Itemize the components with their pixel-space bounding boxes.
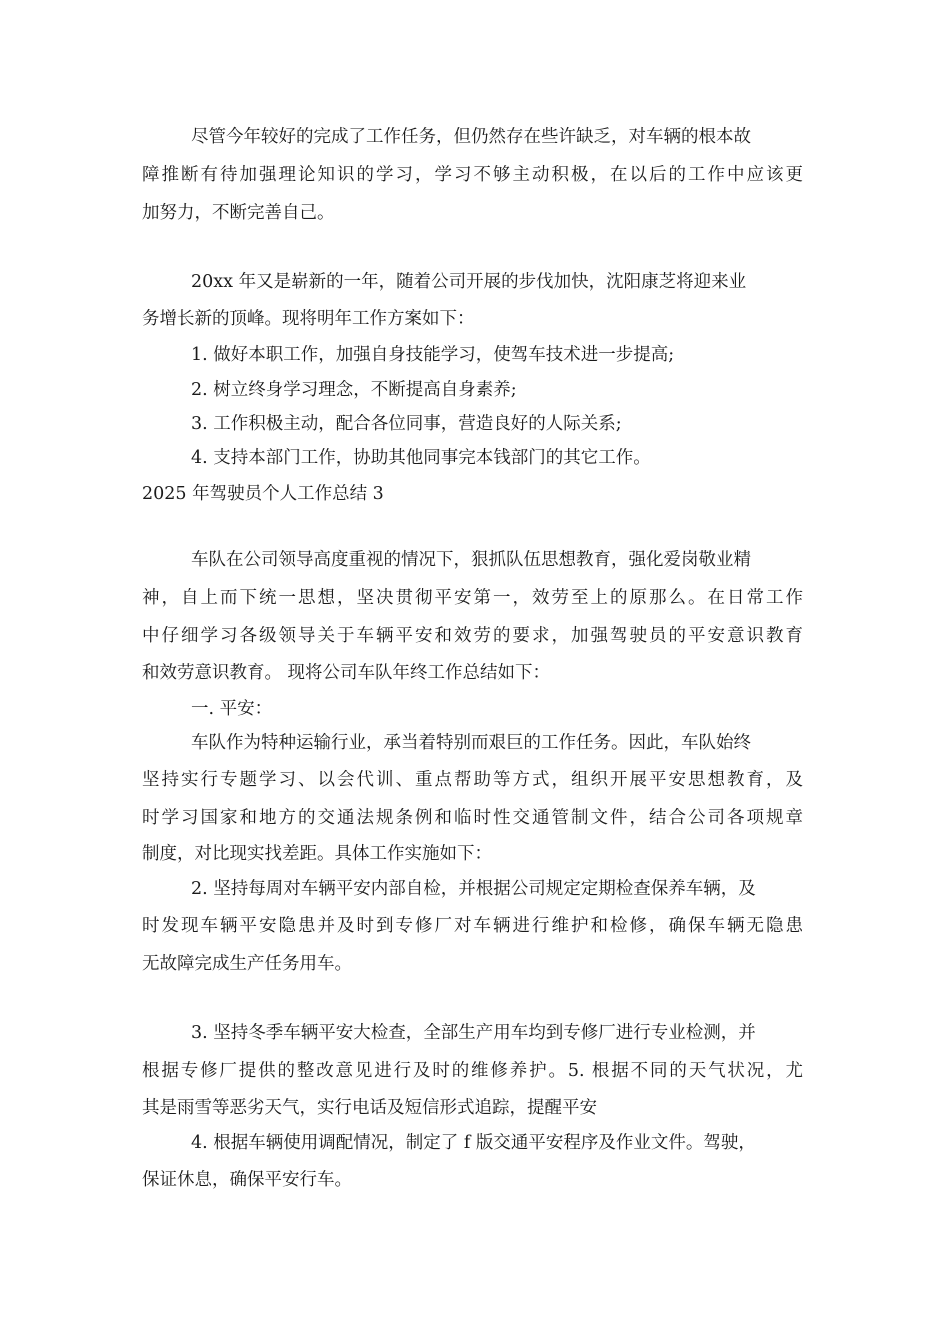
heading-safety: 一. 平安： bbox=[191, 699, 273, 719]
para4-line: 车队作为特种运输行业，承当着特别而艰巨的工作任务。因此，车队始终 bbox=[191, 733, 751, 753]
para4-line: 时学习国家和地方的交通法规条例和临时性交通管制文件，结合公司各项规章 bbox=[142, 808, 803, 828]
para4-line: 制度，对比现实找差距。具体工作实施如下： bbox=[142, 844, 492, 864]
para5-line: 时发现车辆平安隐患并及时到专修厂对车辆进行维护和检修，确保车辆无隐患 bbox=[142, 916, 803, 936]
para1-line: 障推断有待加强理论知识的学习，学习不够主动积极，在以后的工作中应该更 bbox=[142, 165, 803, 185]
para3-line: 神，自上而下统一思想，坚决贯彻平安第一，效劳至上的原那么。在日常工作 bbox=[142, 588, 803, 608]
section-title: 2025 年驾驶员个人工作总结 3 bbox=[142, 484, 384, 504]
para3-line: 车队在公司领导高度重视的情况下，狠抓队伍思想教育，强化爱岗敬业精 bbox=[191, 550, 751, 570]
para6-line: 3. 坚持冬季车辆平安大检查，全部生产用车均到专修厂进行专业检测，并 bbox=[191, 1023, 756, 1043]
para4-line: 坚持实行专题学习、以会代训、重点帮助等方式，组织开展平安思想教育，及 bbox=[142, 770, 803, 790]
plan-item: 1. 做好本职工作，加强自身技能学习，使驾车技术进一步提高; bbox=[191, 345, 675, 365]
para1-line: 加努力，不断完善自己。 bbox=[142, 203, 335, 223]
para7-line: 4. 根据车辆使用调配情况，制定了 f 版交通平安程序及作业文件。驾驶， bbox=[191, 1133, 756, 1153]
para6-line: 根据专修厂提供的整改意见进行及时的维修养护。5. 根据不同的天气状况，尤 bbox=[142, 1061, 803, 1081]
para3-line: 中仔细学习各级领导关于车辆平安和效劳的要求，加强驾驶员的平安意识教育 bbox=[142, 626, 803, 646]
plan-item: 3. 工作积极主动，配合各位同事，营造良好的人际关系; bbox=[191, 414, 622, 434]
plan-item: 4. 支持本部门工作，协助其他同事完本钱部门的其它工作。 bbox=[191, 448, 651, 468]
para2-line: 务增长新的顶峰。现将明年工作方案如下： bbox=[142, 309, 475, 329]
para6-line: 其是雨雪等恶劣天气，实行电话及短信形式追踪，提醒平安 bbox=[142, 1098, 597, 1118]
plan-item: 2. 树立终身学习理念，不断提高自身素养; bbox=[191, 380, 517, 400]
para5-line: 2. 坚持每周对车辆平安内部自检，并根据公司规定定期检查保养车辆，及 bbox=[191, 879, 756, 899]
para7-line: 保证休息，确保平安行车。 bbox=[142, 1170, 352, 1190]
para2-line: 20xx 年又是崭新的一年，随着公司开展的步伐加快，沈阳康芝将迎来业 bbox=[191, 272, 747, 292]
para1-line: 尽管今年较好的完成了工作任务，但仍然存在些许缺乏，对车辆的根本故 bbox=[191, 127, 751, 147]
para3-line: 和效劳意识教育。 现将公司车队年终工作总结如下： bbox=[142, 663, 551, 683]
para5-line: 无故障完成生产任务用车。 bbox=[142, 954, 352, 974]
